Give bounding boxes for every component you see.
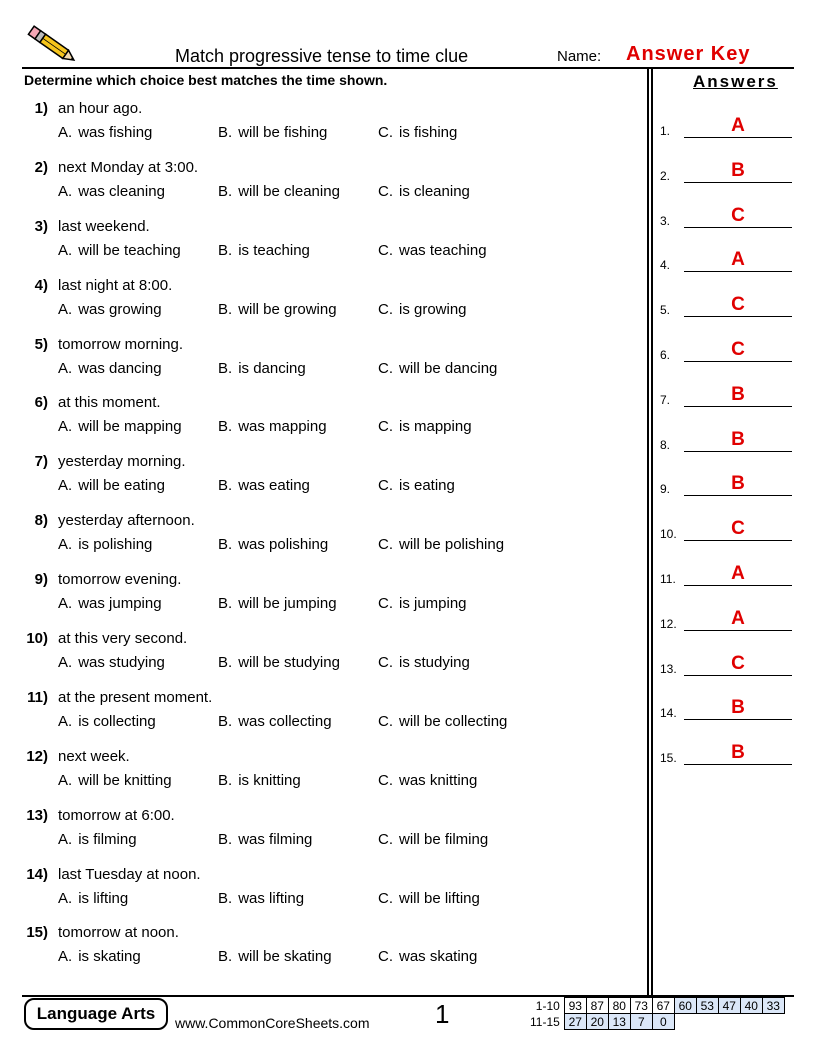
choice-letter: A. bbox=[58, 359, 73, 377]
answer-line bbox=[684, 316, 792, 317]
answer-choice bbox=[58, 536, 218, 553]
choice-text: is studying bbox=[399, 654, 470, 672]
answer-choice bbox=[58, 124, 218, 141]
score-cell: 40 bbox=[740, 998, 762, 1014]
score-cell: 60 bbox=[674, 998, 696, 1014]
answer-choice bbox=[58, 242, 218, 259]
answer-choice bbox=[58, 654, 218, 671]
answer-line bbox=[684, 451, 792, 452]
answer-key-label: Answer Key bbox=[626, 43, 751, 65]
choice-letter: B. bbox=[218, 536, 233, 554]
answer-choice bbox=[378, 713, 507, 730]
question-list bbox=[22, 100, 642, 983]
answer-choice bbox=[218, 477, 378, 494]
answer-number: 3. bbox=[660, 213, 671, 228]
answer-choice bbox=[378, 242, 487, 259]
answer-line bbox=[684, 271, 792, 272]
question-text: tomorrow morning. bbox=[58, 335, 184, 353]
answer-choice bbox=[218, 713, 378, 730]
answer-choice bbox=[378, 124, 457, 141]
question-number: 4) bbox=[34, 276, 48, 294]
answer-number: 1. bbox=[660, 124, 671, 138]
choice-letter: A. bbox=[58, 948, 73, 966]
choice-letter: A. bbox=[58, 300, 73, 318]
choice-text: is filming bbox=[78, 830, 137, 848]
answer-number: 7. bbox=[660, 392, 671, 407]
answer-line bbox=[684, 495, 792, 496]
answer-line bbox=[684, 227, 792, 228]
answer-number: 8. bbox=[660, 437, 671, 452]
choice-letter: B. bbox=[218, 771, 233, 789]
answer-value: C bbox=[731, 294, 745, 316]
choice-letter: B. bbox=[218, 830, 233, 848]
choice-text: was growing bbox=[78, 300, 162, 318]
score-cell: 20 bbox=[586, 1014, 608, 1030]
choice-text: will be mapping bbox=[78, 418, 182, 436]
choice-letter: A. bbox=[58, 536, 73, 554]
question-item bbox=[22, 100, 642, 159]
answer-value: B bbox=[731, 159, 745, 181]
choice-letter: A. bbox=[58, 595, 73, 613]
choice-letter: B. bbox=[218, 182, 233, 200]
question-number: 10) bbox=[26, 630, 48, 648]
score-range-label: 11-15 bbox=[530, 1014, 560, 1029]
answer-choice bbox=[378, 183, 470, 200]
choice-letter: A. bbox=[58, 889, 73, 907]
question-options bbox=[58, 595, 467, 612]
answer-number: 9. bbox=[660, 482, 671, 497]
answer-choice bbox=[58, 301, 218, 318]
choice-letter: A. bbox=[58, 771, 73, 789]
answer-row bbox=[660, 650, 795, 695]
question-item bbox=[22, 689, 642, 748]
choice-text: was dancing bbox=[78, 359, 162, 377]
choice-text: is teaching bbox=[238, 241, 310, 259]
score-cell: 93 bbox=[564, 998, 586, 1014]
choice-text: is knitting bbox=[238, 771, 301, 789]
answer-choice bbox=[378, 831, 488, 848]
score-cell: 7 bbox=[630, 1014, 652, 1030]
question-text: tomorrow at 6:00. bbox=[58, 806, 175, 824]
question-item bbox=[22, 571, 642, 630]
answer-choice bbox=[378, 477, 455, 494]
answer-number: 14. bbox=[660, 706, 677, 721]
score-table bbox=[527, 997, 785, 1030]
answer-choice bbox=[58, 713, 218, 730]
answer-number: 10. bbox=[660, 527, 677, 542]
answer-value: B bbox=[731, 742, 745, 764]
choice-text: will be growing bbox=[238, 300, 337, 318]
choice-letter: B. bbox=[218, 418, 233, 436]
question-options bbox=[58, 124, 457, 141]
choice-letter: B. bbox=[218, 241, 233, 259]
question-number: 3) bbox=[34, 217, 48, 235]
question-item bbox=[22, 512, 642, 571]
question-text: yesterday morning. bbox=[58, 453, 186, 471]
question-text: tomorrow at noon. bbox=[58, 924, 179, 942]
question-text: tomorrow evening. bbox=[58, 571, 182, 589]
choice-text: was fishing bbox=[78, 124, 153, 141]
choice-letter: C. bbox=[378, 948, 393, 966]
question-options bbox=[58, 890, 480, 907]
question-text: yesterday afternoon. bbox=[58, 512, 195, 530]
choice-text: is polishing bbox=[78, 536, 153, 554]
answers-title: Answers bbox=[693, 72, 778, 91]
answer-choice bbox=[218, 831, 378, 848]
answer-choice bbox=[378, 536, 504, 553]
choice-text: was filming bbox=[238, 830, 313, 848]
question-item bbox=[22, 394, 642, 453]
answer-line bbox=[684, 182, 792, 183]
choice-text: will be knitting bbox=[78, 771, 172, 789]
answer-number: 2. bbox=[660, 168, 671, 183]
choice-letter: B. bbox=[218, 477, 233, 495]
question-text: at this very second. bbox=[58, 630, 188, 648]
choice-text: will be dancing bbox=[399, 359, 498, 377]
choice-text: is growing bbox=[399, 300, 467, 318]
answer-number: 4. bbox=[660, 258, 671, 273]
score-cell: 47 bbox=[718, 998, 740, 1014]
choice-text: will be teaching bbox=[78, 241, 181, 259]
choice-letter: A. bbox=[58, 712, 73, 730]
question-text: next week. bbox=[58, 747, 130, 765]
answer-choice bbox=[378, 772, 477, 789]
choice-text: was eating bbox=[238, 477, 310, 495]
question-options bbox=[58, 301, 467, 318]
choice-text: will be cleaning bbox=[238, 182, 340, 200]
question-number: 6) bbox=[34, 394, 48, 412]
question-item bbox=[22, 218, 642, 277]
answer-row bbox=[660, 291, 795, 336]
answer-choice bbox=[218, 772, 378, 789]
question-number: 11) bbox=[27, 688, 48, 706]
answer-row bbox=[660, 694, 795, 739]
answer-list bbox=[660, 112, 795, 784]
question-item bbox=[22, 924, 642, 983]
answer-choice bbox=[218, 183, 378, 200]
answer-number: 12. bbox=[660, 616, 677, 631]
answer-choice bbox=[58, 477, 218, 494]
answer-choice bbox=[58, 418, 218, 435]
choice-text: will be filming bbox=[399, 830, 489, 848]
answer-line bbox=[684, 630, 792, 631]
score-cell: 73 bbox=[630, 998, 652, 1014]
answer-number: 5. bbox=[660, 303, 671, 318]
answer-choice bbox=[378, 301, 467, 318]
question-item bbox=[22, 807, 642, 866]
question-item bbox=[22, 453, 642, 512]
answer-value: B bbox=[731, 383, 745, 405]
answer-line bbox=[684, 764, 792, 765]
choice-text: is skating bbox=[78, 948, 141, 966]
question-item bbox=[22, 159, 642, 218]
score-range-label: 1-10 bbox=[535, 998, 560, 1013]
column-divider-inner bbox=[651, 68, 653, 996]
question-number: 2) bbox=[34, 158, 48, 176]
choice-text: is dancing bbox=[238, 359, 306, 377]
choice-letter: C. bbox=[378, 830, 393, 848]
question-text: at the present moment. bbox=[58, 688, 213, 706]
question-text: last weekend. bbox=[58, 217, 150, 235]
choice-letter: C. bbox=[378, 124, 393, 141]
answer-choice bbox=[378, 654, 470, 671]
answer-value: C bbox=[731, 204, 745, 226]
choice-letter: C. bbox=[378, 712, 393, 730]
question-number: 9) bbox=[34, 571, 48, 589]
answer-line bbox=[684, 137, 792, 138]
answer-choice bbox=[218, 890, 378, 907]
choice-letter: B. bbox=[218, 948, 233, 966]
question-options bbox=[58, 654, 470, 671]
choice-text: will be fishing bbox=[238, 124, 328, 141]
question-text: last Tuesday at noon. bbox=[58, 865, 201, 883]
subject-badge: Language Arts bbox=[24, 998, 168, 1030]
answer-row bbox=[660, 605, 795, 650]
choice-text: was cleaning bbox=[78, 182, 165, 200]
answer-line bbox=[684, 719, 792, 720]
answer-line bbox=[684, 540, 792, 541]
choice-letter: C. bbox=[378, 536, 393, 554]
choice-text: was jumping bbox=[78, 595, 162, 613]
answer-row bbox=[660, 336, 795, 381]
answer-number: 15. bbox=[660, 751, 677, 766]
answer-value: C bbox=[731, 518, 745, 540]
choice-text: will be eating bbox=[78, 477, 165, 495]
choice-letter: C. bbox=[378, 771, 393, 789]
choice-text: is jumping bbox=[399, 595, 467, 613]
choice-text: will be lifting bbox=[399, 889, 480, 907]
question-options bbox=[58, 772, 477, 789]
answer-row bbox=[660, 426, 795, 471]
answer-choice bbox=[218, 124, 378, 141]
answer-row bbox=[660, 515, 795, 560]
choice-letter: A. bbox=[58, 830, 73, 848]
question-number: 13) bbox=[26, 806, 48, 824]
choice-letter: B. bbox=[218, 300, 233, 318]
score-cell: 13 bbox=[608, 1014, 630, 1030]
choice-letter: C. bbox=[378, 300, 393, 318]
choice-text: was polishing bbox=[238, 536, 329, 554]
answer-row bbox=[660, 246, 795, 291]
choice-letter: C. bbox=[378, 359, 393, 377]
score-cell: 67 bbox=[652, 998, 674, 1014]
answer-value: A bbox=[731, 607, 745, 629]
choice-letter: B. bbox=[218, 889, 233, 907]
question-options bbox=[58, 183, 470, 200]
answer-number: 11. bbox=[660, 571, 676, 586]
choice-letter: C. bbox=[378, 182, 393, 200]
choice-text: will be jumping bbox=[238, 595, 337, 613]
choice-letter: A. bbox=[58, 241, 73, 259]
answer-row bbox=[660, 381, 795, 426]
answer-line bbox=[684, 361, 792, 362]
instructions: Determine which choice best matches the time shown. bbox=[24, 72, 388, 88]
answer-choice bbox=[378, 948, 477, 965]
name-label: Name: bbox=[557, 48, 602, 65]
choice-text: will be studying bbox=[238, 654, 340, 672]
choice-text: will be collecting bbox=[399, 712, 508, 730]
choice-text: will be skating bbox=[238, 948, 332, 966]
answer-choice bbox=[58, 890, 218, 907]
choice-letter: C. bbox=[378, 654, 393, 672]
score-row bbox=[527, 998, 784, 1014]
choice-text: is cleaning bbox=[399, 182, 470, 200]
answer-value: B bbox=[731, 473, 745, 495]
choice-text: is eating bbox=[399, 477, 455, 495]
answer-line bbox=[684, 585, 792, 586]
question-number: 1) bbox=[34, 100, 48, 117]
choice-text: is collecting bbox=[78, 712, 156, 730]
answer-value: C bbox=[731, 338, 745, 360]
answer-line bbox=[684, 406, 792, 407]
score-cell: 0 bbox=[652, 1014, 674, 1030]
answer-choice bbox=[218, 595, 378, 612]
answer-choice bbox=[58, 595, 218, 612]
answer-choice bbox=[218, 418, 378, 435]
question-options bbox=[58, 831, 488, 848]
question-item bbox=[22, 336, 642, 395]
page-number: 1 bbox=[435, 999, 450, 1029]
answer-choice bbox=[58, 948, 218, 965]
answer-choice bbox=[218, 948, 378, 965]
score-row bbox=[527, 1014, 784, 1030]
question-item bbox=[22, 748, 642, 807]
choice-letter: C. bbox=[378, 595, 393, 613]
choice-text: is mapping bbox=[399, 418, 472, 436]
answer-value: A bbox=[731, 562, 745, 584]
question-options bbox=[58, 360, 497, 377]
answer-row bbox=[660, 157, 795, 202]
score-cell: 27 bbox=[564, 1014, 586, 1030]
answer-choice bbox=[218, 654, 378, 671]
choice-letter: C. bbox=[378, 477, 393, 495]
answer-choice bbox=[58, 772, 218, 789]
header-divider bbox=[22, 67, 794, 69]
answer-value: C bbox=[731, 652, 745, 674]
choice-letter: B. bbox=[218, 124, 233, 141]
choice-text: was lifting bbox=[238, 889, 305, 907]
choice-text: was skating bbox=[399, 948, 478, 966]
answer-choice bbox=[58, 831, 218, 848]
score-cell: 53 bbox=[696, 998, 718, 1014]
choice-letter: A. bbox=[58, 654, 73, 672]
choice-letter: B. bbox=[218, 595, 233, 613]
answer-choice bbox=[58, 360, 218, 377]
choice-text: was knitting bbox=[399, 771, 478, 789]
question-text: last night at 8:00. bbox=[58, 276, 173, 294]
answer-row bbox=[660, 739, 795, 784]
question-item bbox=[22, 630, 642, 689]
choice-letter: C. bbox=[378, 418, 393, 436]
answer-line bbox=[684, 675, 792, 676]
score-cell: 80 bbox=[608, 998, 630, 1014]
choice-letter: B. bbox=[218, 712, 233, 730]
question-text: an hour ago. bbox=[58, 100, 143, 117]
question-number: 7) bbox=[34, 453, 48, 471]
choice-letter: B. bbox=[218, 654, 233, 672]
answer-value: B bbox=[731, 428, 745, 450]
answer-choice bbox=[378, 595, 467, 612]
choice-letter: C. bbox=[378, 889, 393, 907]
question-item bbox=[22, 277, 642, 336]
pencil-icon bbox=[22, 22, 82, 70]
question-options bbox=[58, 713, 507, 730]
choice-text: will be polishing bbox=[399, 536, 505, 554]
choice-text: was collecting bbox=[238, 712, 332, 730]
choice-letter: A. bbox=[58, 418, 73, 436]
question-options bbox=[58, 242, 487, 259]
score-cell: 33 bbox=[762, 998, 784, 1014]
question-number: 14) bbox=[26, 865, 48, 883]
answer-choice bbox=[378, 418, 472, 435]
choice-text: is fishing bbox=[399, 124, 458, 141]
answer-number: 6. bbox=[660, 347, 671, 362]
answer-choice bbox=[218, 360, 378, 377]
answer-row bbox=[660, 202, 795, 247]
page-title: Match progressive tense to time clue bbox=[175, 46, 469, 66]
question-number: 15) bbox=[26, 924, 48, 942]
question-options bbox=[58, 948, 477, 965]
choice-text: is lifting bbox=[78, 889, 129, 907]
answer-choice bbox=[218, 301, 378, 318]
answer-choice bbox=[378, 890, 480, 907]
question-text: next Monday at 3:00. bbox=[58, 158, 199, 176]
choice-letter: A. bbox=[58, 477, 73, 495]
question-number: 8) bbox=[34, 512, 48, 530]
column-divider bbox=[647, 68, 649, 996]
question-item bbox=[22, 866, 642, 925]
choice-letter: A. bbox=[58, 124, 73, 141]
choice-letter: A. bbox=[58, 182, 73, 200]
score-cell: 87 bbox=[586, 998, 608, 1014]
choice-letter: C. bbox=[378, 241, 393, 259]
choice-letter: B. bbox=[218, 359, 233, 377]
answer-row bbox=[660, 560, 795, 605]
site-url: www.CommonCoreSheets.com bbox=[175, 1015, 370, 1031]
answer-choice bbox=[58, 183, 218, 200]
answer-value: A bbox=[731, 249, 745, 271]
answer-value: A bbox=[731, 115, 745, 136]
question-options bbox=[58, 536, 504, 553]
answer-row bbox=[660, 470, 795, 515]
answer-choice bbox=[218, 242, 378, 259]
answer-number: 13. bbox=[660, 661, 677, 676]
answer-row bbox=[660, 112, 795, 157]
question-number: 12) bbox=[26, 747, 48, 765]
question-options bbox=[58, 477, 455, 494]
choice-text: was studying bbox=[78, 654, 165, 672]
question-number: 5) bbox=[34, 335, 48, 353]
choice-text: was teaching bbox=[399, 241, 487, 259]
question-text: at this moment. bbox=[58, 394, 161, 412]
answer-choice bbox=[378, 360, 497, 377]
question-options bbox=[58, 418, 472, 435]
choice-text: was mapping bbox=[238, 418, 327, 436]
answer-choice bbox=[218, 536, 378, 553]
answer-value: B bbox=[731, 697, 745, 719]
